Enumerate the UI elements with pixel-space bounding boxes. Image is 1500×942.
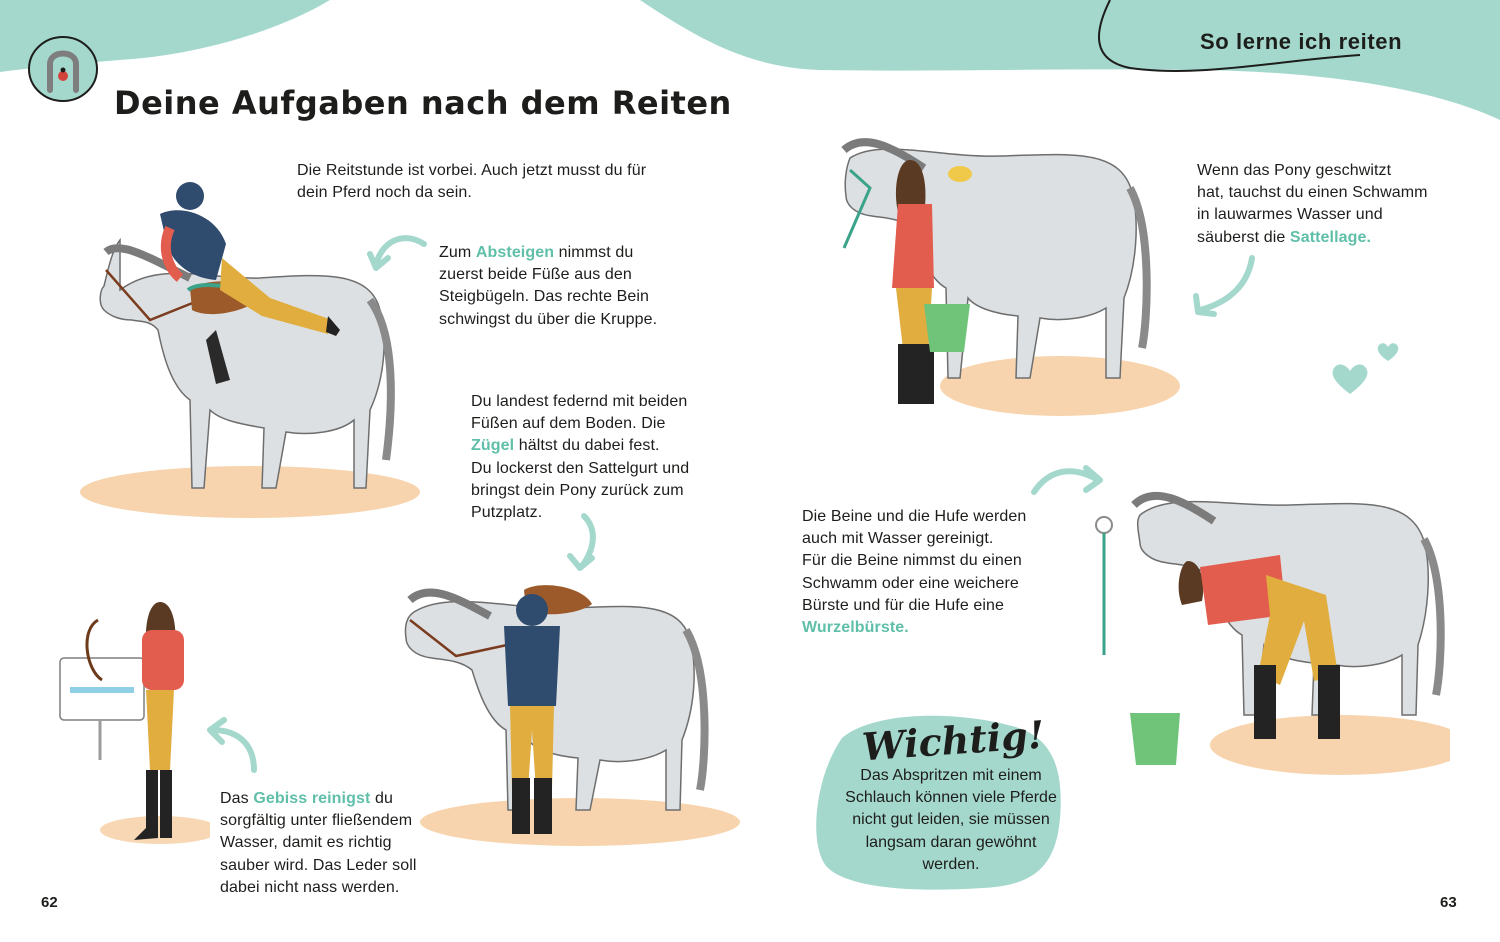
illustration-unsaddle	[360, 560, 740, 860]
horseshoe-ladybug-icon	[26, 34, 100, 104]
page-title: Deine Aufgaben nach dem Reiten	[114, 84, 732, 122]
intro-text: Die Reitstunde ist vorbei. Auch jetzt musst du für dein Pferd noch da sein.	[297, 162, 647, 202]
important-text: Das Abspritzen mit einem Schlauch können viele Pferde nicht gut leiden, sie müssen langsam daran gewöhnt werden.	[845, 767, 1057, 873]
step-land-text: Du landest federnd mit beiden Füßen auf dem Boden. Die Zügel hältst du dabei fest. Du lockerst den Sattelgurt und bringst dein Pony zurück zum Putzplatz.	[471, 393, 690, 522]
page-number-right: 63	[1440, 894, 1457, 911]
step-dismount-text: Zum Absteigen nimmst du zuerst beide Füße aus den Steigbügeln. Das rechte Bein schwingst du über die Kruppe.	[439, 244, 658, 328]
step-sponge-text: Wenn das Pony geschwitzt hat, tauchst du einen Schwamm in lauwarmes Wasser und säuberst die Sattellage.	[1197, 162, 1428, 246]
term-gebiss: Gebiss reinigst	[253, 790, 371, 807]
illustration-dismount	[40, 170, 420, 530]
term-absteigen: Absteigen	[475, 244, 555, 261]
term-zuegel: Zügel	[471, 437, 515, 455]
arrow-icon	[1186, 254, 1258, 318]
top-right-banner	[640, 0, 1500, 125]
term-wurzelbuerste: Wurzelbürste.	[802, 619, 909, 637]
heart-icon	[1376, 342, 1400, 362]
illustration-hooves	[1090, 455, 1450, 785]
heart-icon	[1330, 362, 1370, 396]
illustration-sink	[50, 580, 210, 850]
term-sattellage: Sattellage.	[1289, 228, 1372, 246]
step-legs-text: Die Beine und die Hufe werden auch mit Wasser gereinigt. Für die Beine nimmst du einen Schwamm oder eine weichere Bürste und für die Hufe eine Wurzelbürste.	[802, 506, 1026, 639]
step-bit-text: Das Gebiss reinigst du sorgfältig unter fließendem Wasser, damit es richtig sauber wird. Das Leder soll dabei nicht nass werden.	[220, 790, 417, 896]
illustration-sponge	[800, 108, 1180, 438]
page-number-left: 62	[41, 894, 58, 911]
section-label: So lerne ich reiten	[1200, 29, 1403, 54]
important-title: Wichtig!	[860, 711, 1046, 770]
